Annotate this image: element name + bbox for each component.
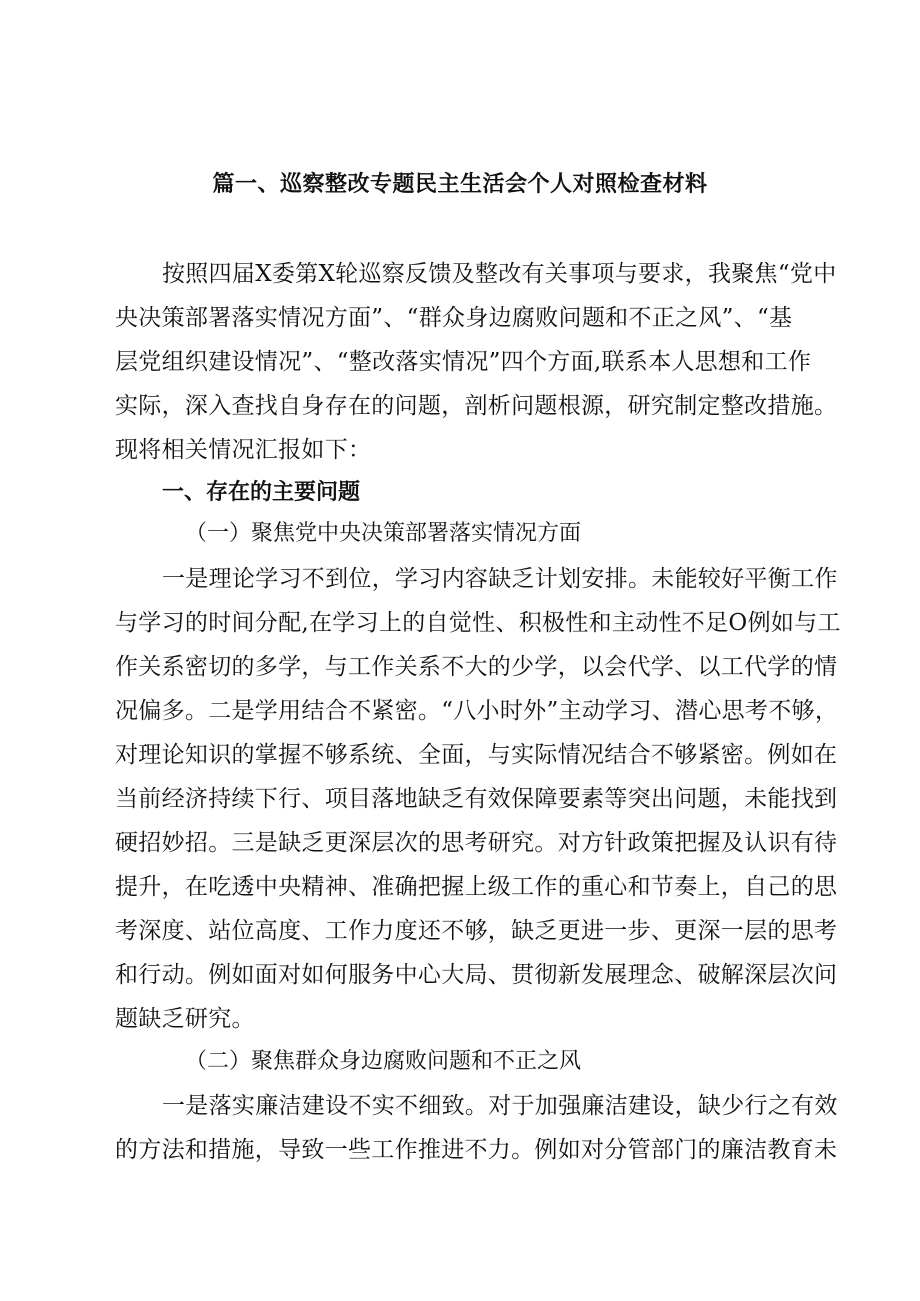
body-line: 题缺乏研究。 (115, 1006, 255, 1032)
document-title: 篇一、巡察整改专题民主生活会个人对照检查材料 (212, 171, 708, 197)
body-line: 对理论知识的掌握不够系统、全面，与实际情况结合不够紧密。例如在 (115, 742, 838, 768)
body-line: 考深度、站位高度、工作力度还不够，缺乏更进一步、更深一层的思考 (115, 918, 838, 944)
subsection-heading-1: （一）聚焦党中央决策部署落实情况方面 (185, 521, 582, 546)
intro-line: 层党组织建设情况”、“整改落实情况”四个方面,联系本人思想和工作 (115, 349, 812, 375)
body-line: 与学习的时间分配,在学习上的自觉性、积极性和主动性不足O例如与工 (115, 610, 841, 636)
subsection-heading-2: （二）聚焦群众身边腐败问题和不正之风 (185, 1049, 582, 1074)
body-line: 一是理论学习不到位，学习内容缺乏计划安排。未能较好平衡工作 (162, 566, 838, 592)
intro-line: 现将相关情况汇报如下： (115, 437, 372, 463)
body-line: 况偏多。二是学用结合不紧密。“八小时外”主动学习、潜心思考不够， (115, 698, 839, 724)
intro-line: 央决策部署落实情况方面”、“群众身边腐败问题和不正之风”、“基 (115, 305, 793, 331)
intro-line: 实际，深入查找自身存在的问题，剖析问题根源，研究制定整改措施。 (115, 393, 838, 419)
body-line: 硬招妙招。三是缺乏更深层次的思考研究。对方针政策把握及认识有待 (115, 830, 838, 856)
body-line: 一是落实廉洁建设不实不细致。对于加强廉洁建设，缺少行之有效 (162, 1093, 838, 1119)
body-line: 和行动。例如面对如何服务中心大局、贯彻新发展理念、破解深层次问 (115, 962, 838, 988)
section-heading-main-problems: 一、存在的主要问题 (162, 479, 361, 505)
body-line: 提升，在吃透中央精神、准确把握上级工作的重心和节奏上，自己的思 (115, 874, 838, 900)
body-line: 的方法和措施，导致一些工作推进不力。例如对分管部门的廉洁教育未 (115, 1137, 838, 1163)
body-line: 作关系密切的多学，与工作关系不大的少学，以会代学、以工代学的情 (115, 654, 838, 680)
body-line: 当前经济持续下行、项目落地缺乏有效保障要素等突出问题，未能找到 (115, 786, 838, 812)
intro-line: 按照四届X委第X轮巡察反馈及整改有关事项与要求，我聚焦“党中 (162, 261, 837, 287)
